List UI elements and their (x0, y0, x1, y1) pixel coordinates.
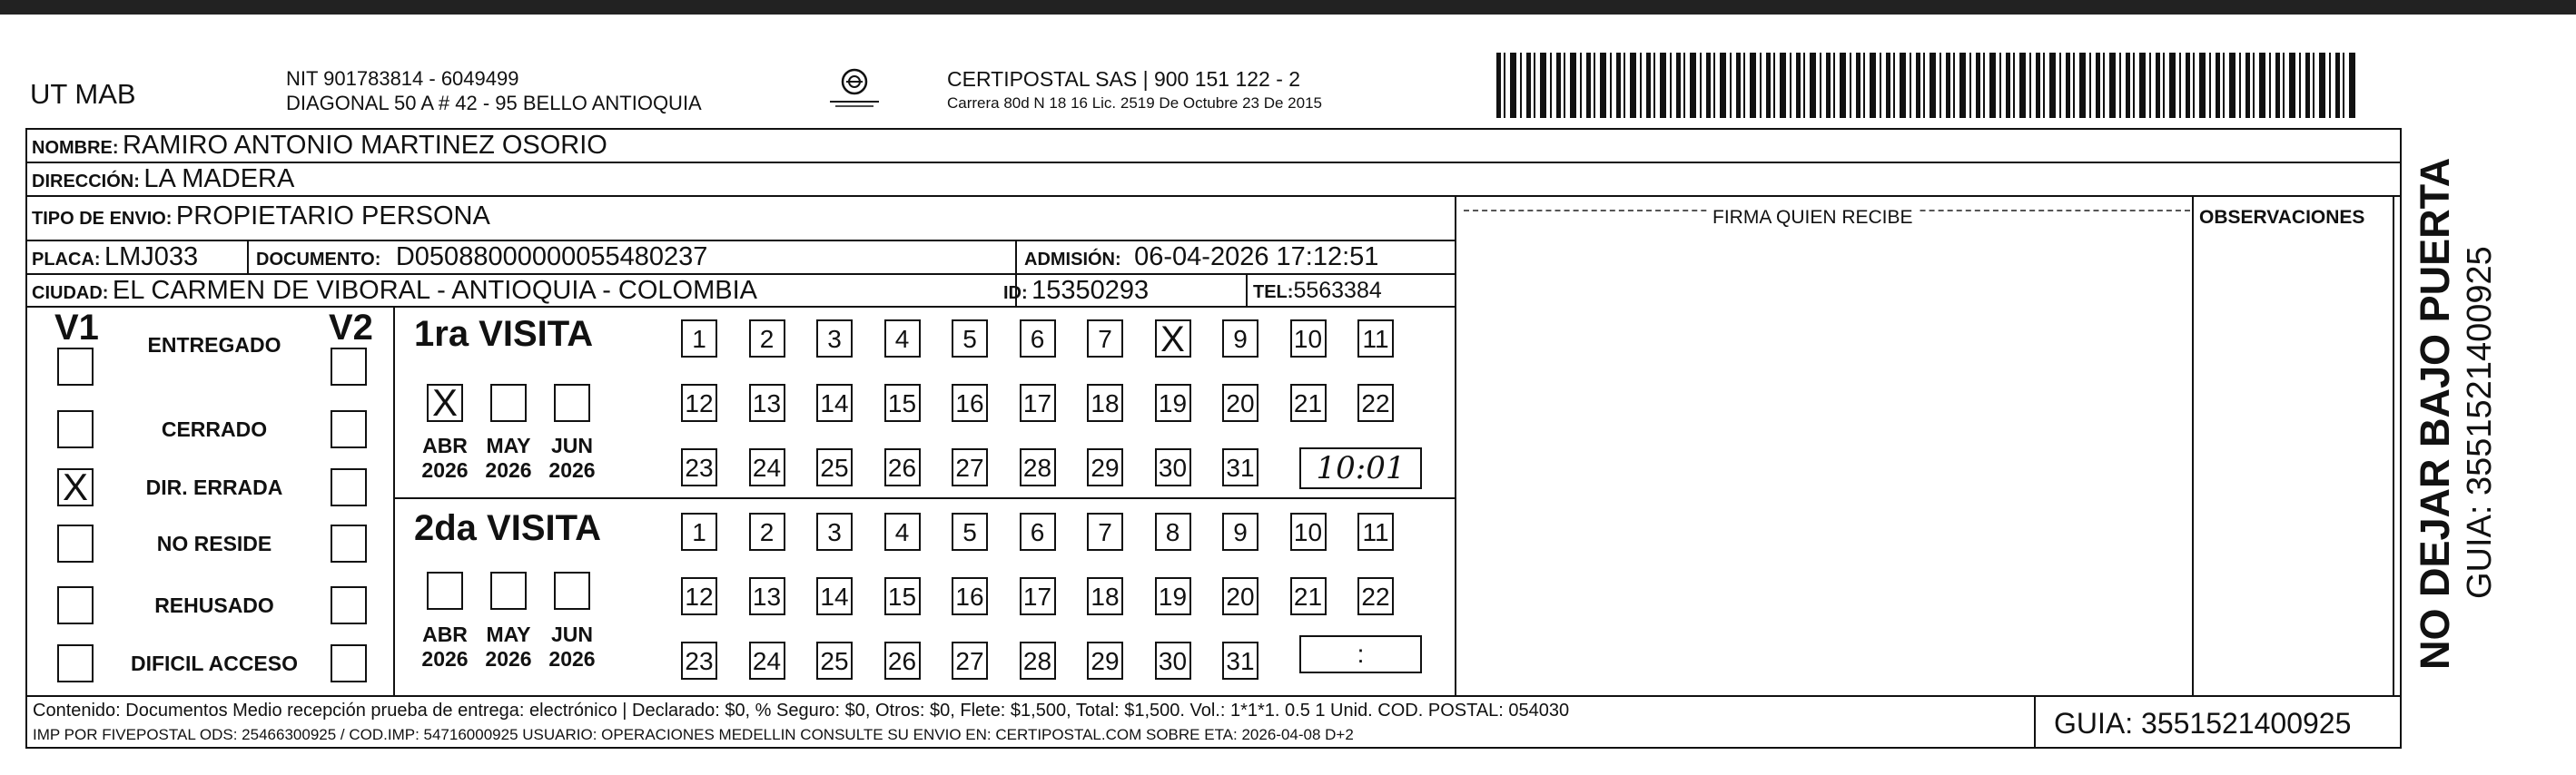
day-box[interactable]: 19 (1155, 577, 1191, 615)
month-label: JUN 2026 (548, 434, 596, 482)
footer-content: Contenido: Documentos Medio recepción prueba de entrega: electrónico | Declarado: $0, % Seguro: $0, Otros: $0, Flete: $1,500, Total: $1,500. Vol.: 1*1*1. 0.5 1 Unid. COD. POSTAL: 054030 (33, 701, 1570, 721)
v1-checkbox[interactable] (57, 525, 94, 563)
day-box[interactable]: 29 (1087, 642, 1123, 680)
day-box[interactable]: 31 (1222, 448, 1258, 486)
month-label: ABR 2026 (421, 434, 469, 482)
month-checkbox[interactable] (490, 572, 527, 610)
divider (25, 273, 1456, 275)
v1-checkbox[interactable] (57, 348, 94, 386)
day-box[interactable]: 27 (952, 448, 988, 486)
tel-value: 5563384 (1293, 278, 1382, 303)
tipo-label: TIPO DE ENVIO: (32, 209, 173, 229)
divider (25, 240, 1456, 241)
day-box[interactable]: 22 (1357, 577, 1394, 615)
admision-label: ADMISIÓN: (1024, 250, 1121, 270)
month-checkbox[interactable] (427, 572, 463, 610)
v2-checkbox[interactable] (331, 468, 367, 506)
v2-label: V2 (329, 308, 373, 348)
day-box[interactable]: 20 (1222, 577, 1258, 615)
v1-checkbox[interactable]: X (57, 468, 94, 506)
divider (25, 695, 2402, 697)
day-box[interactable]: 26 (884, 448, 921, 486)
divider (1246, 273, 1248, 307)
documento-row (256, 242, 707, 272)
month-label: JUN 2026 (548, 623, 596, 671)
second-visit-title: 2da VISITA (414, 508, 601, 548)
direccion-value: LA MADERA (143, 164, 295, 193)
status-reason-label: REHUSADO (154, 594, 274, 617)
ciudad-row (32, 276, 757, 306)
day-box[interactable]: 16 (952, 577, 988, 615)
day-box[interactable]: 7 (1087, 319, 1123, 358)
divider (247, 240, 249, 274)
divider (25, 306, 1456, 308)
day-box[interactable]: 12 (681, 384, 717, 422)
divider (2393, 195, 2394, 697)
tel-label: TEL: (1253, 282, 1294, 302)
day-box[interactable]: 16 (952, 384, 988, 422)
barcode (1496, 53, 2357, 118)
day-box[interactable]: 28 (1020, 642, 1056, 680)
day-box[interactable]: 5 (952, 513, 988, 551)
day-box[interactable]: 31 (1222, 642, 1258, 680)
day-box[interactable]: 28 (1020, 448, 1056, 486)
day-box[interactable]: 9 (1222, 319, 1258, 358)
day-box[interactable]: 24 (749, 448, 785, 486)
day-box[interactable]: 30 (1155, 448, 1191, 486)
divider (1455, 195, 1456, 697)
side-guia: GUIA: 3551521400925 (2461, 246, 2499, 599)
side-notice: NO DEJAR BAJO PUERTA (2412, 157, 2458, 670)
day-box[interactable]: 17 (1020, 384, 1056, 422)
day-box[interactable]: 17 (1020, 577, 1056, 615)
second-visit-time[interactable]: : (1299, 635, 1422, 673)
day-box[interactable]: 14 (816, 384, 853, 422)
day-box[interactable]: 21 (1290, 577, 1327, 615)
admision-value: 06-04-2026 17:12:51 (1134, 242, 1379, 271)
observaciones-label: OBSERVACIONES (2199, 207, 2365, 228)
status-reason-label: NO RESIDE (156, 532, 272, 555)
day-box[interactable]: 6 (1020, 513, 1056, 551)
direccion-label: DIRECCIÓN: (32, 172, 140, 191)
v2-checkbox[interactable] (331, 644, 367, 682)
day-box[interactable]: 27 (952, 642, 988, 680)
nombre-row (32, 131, 607, 161)
day-box[interactable]: 14 (816, 577, 853, 615)
month-checkbox[interactable]: X (427, 384, 463, 422)
day-box[interactable]: 6 (1020, 319, 1056, 358)
day-box[interactable]: 4 (884, 319, 921, 358)
v1-checkbox[interactable] (57, 586, 94, 624)
company-name: UT MAB (30, 78, 136, 110)
day-box[interactable]: 11 (1357, 319, 1394, 358)
day-box[interactable]: 19 (1155, 384, 1191, 422)
day-box[interactable]: 23 (681, 642, 717, 680)
day-box[interactable]: 29 (1087, 448, 1123, 486)
v1-label: V1 (54, 308, 99, 348)
day-box[interactable]: 13 (749, 384, 785, 422)
day-box[interactable]: 3 (816, 319, 853, 358)
day-box[interactable]: 21 (1290, 384, 1327, 422)
placa-label: PLACA: (32, 250, 101, 270)
day-box[interactable]: 5 (952, 319, 988, 358)
carrier-name: CERTIPOSTAL SAS | 900 151 122 - 2 (947, 67, 1301, 91)
divider (393, 306, 395, 697)
divider (2192, 195, 2194, 697)
id-value: 15350293 (1031, 276, 1150, 305)
nombre-label: NOMBRE: (32, 138, 119, 158)
day-box[interactable]: 18 (1087, 577, 1123, 615)
documento-label: DOCUMENTO: (256, 250, 381, 270)
divider (25, 162, 2402, 163)
month-label: MAY 2026 (485, 434, 532, 482)
v2-checkbox[interactable] (331, 410, 367, 448)
top-border (0, 0, 2576, 15)
v1-checkbox[interactable] (57, 410, 94, 448)
ciudad-label: CIUDAD: (32, 283, 109, 303)
day-box[interactable]: 26 (884, 642, 921, 680)
direccion-row (32, 164, 294, 194)
day-box[interactable]: 25 (816, 642, 853, 680)
documento-value: D05088000000055480237 (395, 242, 708, 271)
status-reason-label: ENTREGADO (147, 333, 281, 357)
day-box[interactable]: 1 (681, 513, 717, 551)
day-box[interactable]: 10 (1290, 319, 1327, 358)
v2-checkbox[interactable] (331, 348, 367, 386)
company-address: DIAGONAL 50 A # 42 - 95 BELLO ANTIOQUIA (286, 92, 702, 114)
v2-checkbox[interactable] (331, 525, 367, 563)
day-box[interactable]: 13 (749, 577, 785, 615)
day-box[interactable]: 24 (749, 642, 785, 680)
day-box[interactable]: 11 (1357, 513, 1394, 551)
day-box[interactable]: 8 (1155, 513, 1191, 551)
v1-checkbox[interactable] (57, 644, 94, 682)
status-reason-label: DIFICIL ACCESO (130, 652, 298, 675)
month-label: ABR 2026 (421, 623, 469, 671)
status-reason-label: DIR. ERRADA (145, 476, 283, 499)
footer-print-info: IMP POR FIVEPOSTAL ODS: 25466300925 / COD.IMP: 54716000925 USUARIO: OPERACIONES MEDELLIN CONSULTE SU ENVIO EN: CERTIPOSTAL.COM SOBRE ETA: 2026-04-08 D+2 (33, 726, 1354, 743)
certipostal-logo (826, 65, 883, 113)
day-box[interactable]: 1 (681, 319, 717, 358)
day-box[interactable]: 10 (1290, 513, 1327, 551)
day-box[interactable]: 12 (681, 577, 717, 615)
tipo-row (32, 201, 490, 231)
day-box[interactable]: 20 (1222, 384, 1258, 422)
first-visit-title: 1ra VISITA (414, 314, 594, 354)
day-box[interactable]: 15 (884, 384, 921, 422)
id-label: ID: (1003, 283, 1028, 303)
day-box[interactable]: 2 (749, 319, 785, 358)
month-checkbox[interactable] (554, 384, 590, 422)
day-box[interactable]: X (1155, 319, 1191, 358)
month-checkbox[interactable] (554, 572, 590, 610)
day-box[interactable]: 9 (1222, 513, 1258, 551)
day-box[interactable]: 30 (1155, 642, 1191, 680)
nombre-value: RAMIRO ANTONIO MARTINEZ OSORIO (123, 131, 607, 160)
placa-row (32, 242, 198, 272)
v2-checkbox[interactable] (331, 586, 367, 624)
day-box[interactable]: 23 (681, 448, 717, 486)
day-box[interactable]: 15 (884, 577, 921, 615)
day-box[interactable]: 18 (1087, 384, 1123, 422)
ciudad-value: EL CARMEN DE VIBORAL - ANTIOQUIA - COLOMBIA (112, 276, 757, 305)
day-box[interactable]: 22 (1357, 384, 1394, 422)
footer-guia: GUIA: 3551521400925 (2054, 707, 2352, 740)
tel-row (1253, 278, 1382, 304)
placa-value: LMJ033 (104, 242, 199, 271)
day-box[interactable]: 2 (749, 513, 785, 551)
status-reason-label: CERRADO (161, 417, 268, 441)
first-visit-time[interactable]: 10:01 (1299, 447, 1422, 489)
company-nit: NIT 901783814 - 6049499 (286, 67, 519, 90)
divider (2034, 695, 2036, 749)
day-box[interactable]: 25 (816, 448, 853, 486)
admision-row (1024, 242, 1378, 272)
carrier-license: Carrera 80d N 18 16 Lic. 2519 De Octubre 23 De 2015 (947, 94, 1322, 112)
divider (25, 195, 2402, 197)
tipo-value: PROPIETARIO PERSONA (175, 201, 490, 231)
month-label: MAY 2026 (485, 623, 532, 671)
id-row (1003, 276, 1149, 306)
firma-label: FIRMA QUIEN RECIBE (1707, 207, 1919, 229)
month-checkbox[interactable] (490, 384, 527, 422)
day-box[interactable]: 3 (816, 513, 853, 551)
day-box[interactable]: 7 (1087, 513, 1123, 551)
divider (393, 497, 1456, 499)
day-box[interactable]: 4 (884, 513, 921, 551)
